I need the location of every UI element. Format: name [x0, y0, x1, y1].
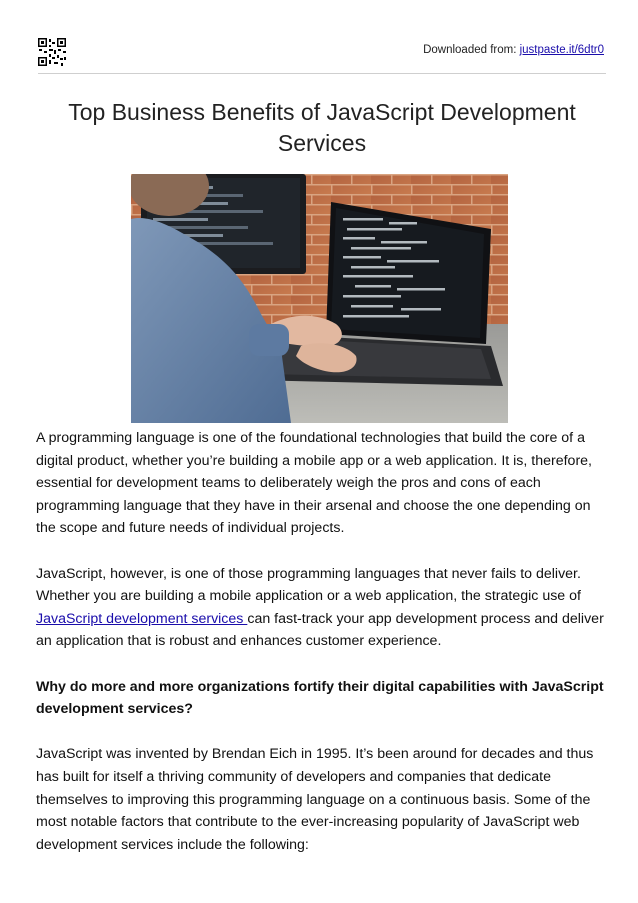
article-body: [36, 427, 608, 879]
developer-coding-on-laptop-photo: [131, 174, 508, 423]
article-title: Top Business Benefits of JavaScript Development Services: [68, 99, 576, 156]
qr-code-icon: [38, 38, 66, 66]
hero-image: [131, 174, 508, 423]
paragraph-text: JavaScript, however, is one of those programming languages that never fails to deliver. Whether you are building a mobile application or a web application, the strategic use of: [36, 565, 581, 605]
javascript-services-link[interactable]: JavaScript development services: [36, 610, 248, 627]
section-question: Why do more and more organizations fortify their digital capabilities with JavaScript development services?: [36, 678, 604, 718]
intro-paragraph: A programming language is one of the foundational technologies that build the core of a digital product, whether you’re building a mobile app or a web application. It is, therefore, essential for development teams to deliberately weigh the pros and cons of each programming language that they have in their arsenal and choose the one depending on the scope and future needs of individual projects.: [36, 430, 593, 537]
download-prefix: Downloaded from:: [423, 44, 520, 56]
javascript-paragraph: [36, 563, 608, 653]
paragraph-text: can fast-track your app development process and deliver an application that is robust and enhances customer experience.: [36, 610, 604, 650]
header-divider: [38, 73, 606, 74]
history-paragraph: JavaScript was invented by Brendan Eich in 1995. It’s been around for decades and thus has built for itself a thriving community of developers and companies that dedicate themselves to improving this programming language on a continuous basis. Some of the most notable factors that contribute to the ever-increasing popularity of JavaScript web development services include the following:: [36, 746, 594, 853]
source-link[interactable]: justpaste.it/6dtr0: [519, 44, 604, 56]
download-source: [423, 44, 604, 56]
